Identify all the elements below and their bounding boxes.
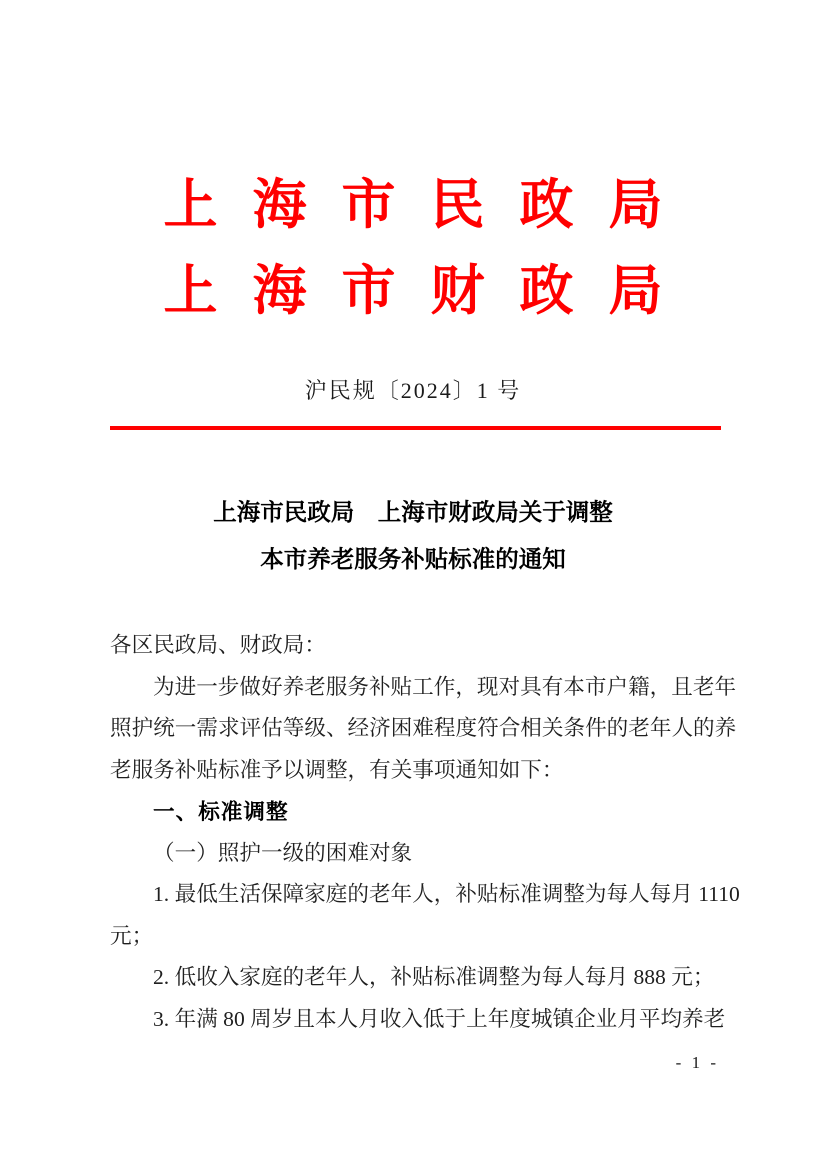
- document-body: [110, 625, 740, 1040]
- document-title: [0, 490, 826, 584]
- intro-paragraph-line: 老服务补贴标准予以调整，有关事项通知如下：: [110, 757, 564, 782]
- document-title-line1: 上海市民政局 上海市财政局关于调整: [213, 500, 613, 526]
- salutation: 各区民政局、财政局：: [110, 633, 326, 657]
- list-item-3-partial: 3. 年满 80 周岁且本人月收入低于上年度城镇企业月平均养老: [153, 1006, 726, 1031]
- subsection-heading: （一）照护一级的困难对象: [153, 840, 413, 865]
- list-item-1-line-2: 元；: [110, 923, 154, 948]
- document-title-line2: 本市养老服务补贴标准的通知: [260, 547, 566, 573]
- list-item-1-line-1: 1. 最低生活保障家庭的老年人，补贴标准调整为每人每月 1110: [153, 882, 740, 906]
- agency-name-finance: 上海市财政局: [163, 261, 698, 321]
- list-item-2: 2. 低收入家庭的老年人，补贴标准调整为每人每月 888 元；: [153, 965, 715, 989]
- letterhead: [0, 162, 826, 334]
- red-separator-rule: [110, 426, 721, 430]
- intro-paragraph-line: 照护统一需求评估等级、经济困难程度符合相关条件的老年人的养: [110, 716, 737, 740]
- section-heading: 一、标准调整: [153, 799, 289, 824]
- agency-name-civil-affairs: 上海市民政局: [163, 175, 698, 235]
- page-number: - 1 -: [675, 1053, 719, 1072]
- intro-paragraph-line: 为进一步做好养老服务补贴工作，现对具有本市户籍，且老年: [153, 674, 737, 699]
- doc-number: 沪民规〔2024〕1 号: [304, 378, 522, 403]
